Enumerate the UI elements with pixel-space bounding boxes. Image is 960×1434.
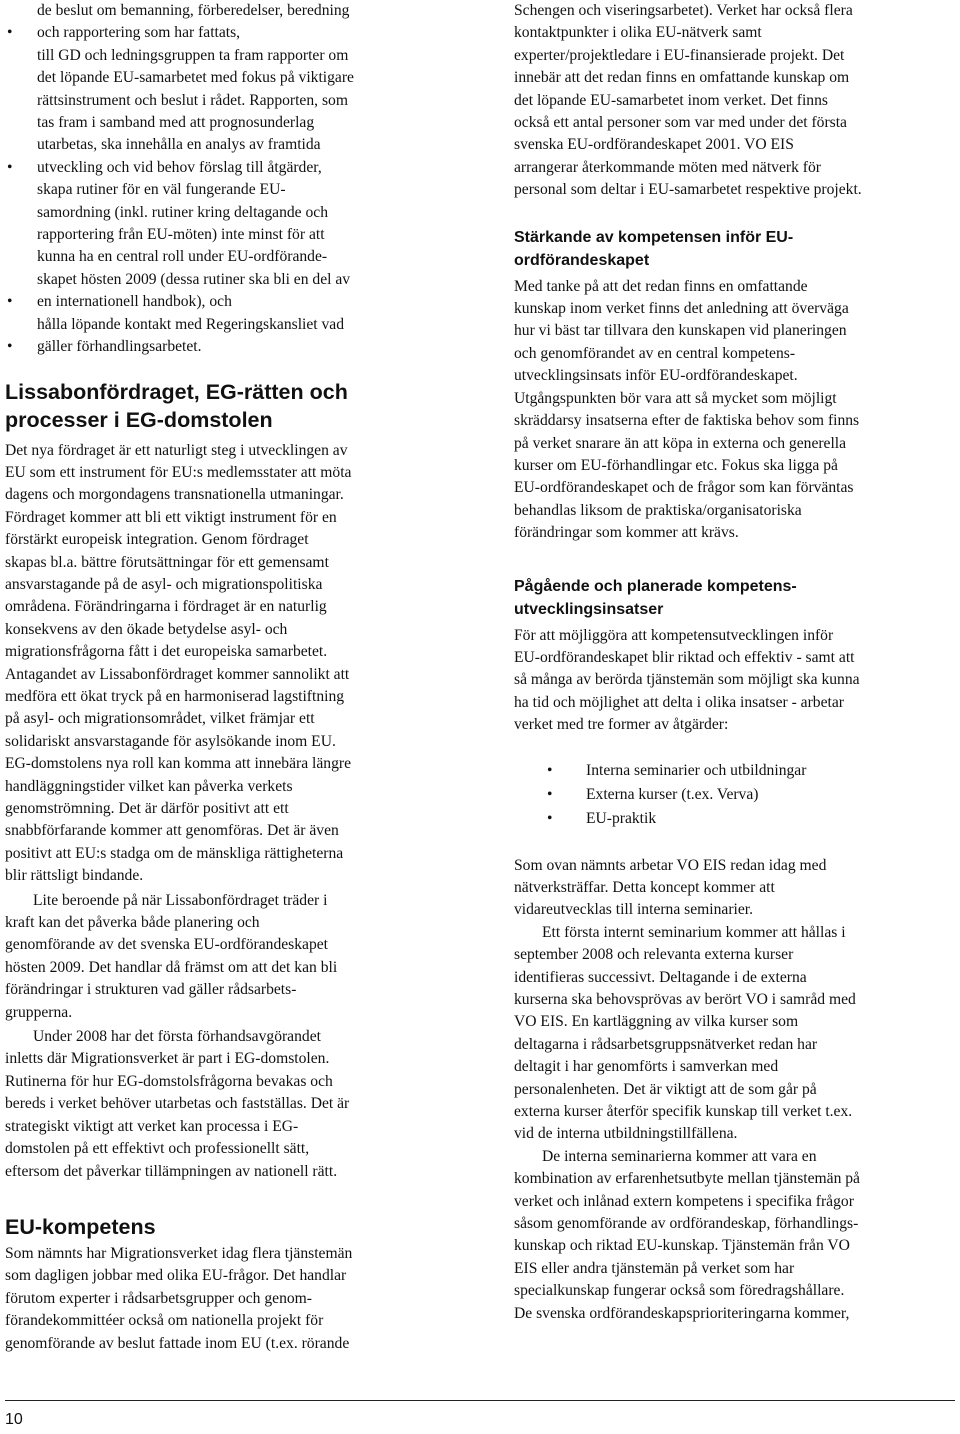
paragraph — [5, 1026, 450, 1183]
heading-line: EU-kompetens — [5, 1214, 156, 1239]
bullet-line: rapportering från EU-möten) inte minst för att — [37, 226, 325, 244]
list-item: • EU-praktik — [514, 807, 954, 831]
text-line: och genomförandet av en central kompetens- — [514, 344, 796, 362]
text-line: verket och inlånad extern kompetens i specifika frågor — [514, 1192, 854, 1210]
text-line: förändringar som kommer att krävs. — [514, 524, 739, 542]
text-line: hur vi bäst tar tillvara den kunskapen vid planeringen — [514, 322, 847, 340]
text-line: De svenska ordförandeskapsprioriteringarna kommer, — [514, 1304, 850, 1322]
bullet-line: utveckling och vid behov förslag till åtgärder, — [37, 158, 322, 176]
text-line: solidariskt ansvarstagande för asylsökande inom EU. — [5, 732, 336, 750]
text-line: För att möjliggöra att kompetensutvecklingen inför — [514, 626, 834, 644]
text-line: Ett första internt seminarium kommer att hållas i — [542, 923, 846, 941]
text-line: personalenheten. Det är viktigt att de som går på — [514, 1080, 817, 1098]
text-line: deltagarna i rådsarbetsgruppsnätverket redan har — [514, 1035, 818, 1053]
text-line: så många av berörda tjänstemän som möjligt ska kunna — [514, 671, 860, 689]
text-line: EU-ordförandeskapet och de frågor som kan förväntas — [514, 479, 854, 497]
right-column — [514, 0, 954, 1325]
text-line: kurser om EU-förhandlingar etc. Fokus ska ligga på — [514, 456, 838, 474]
bullet-line: hålla löpande kontakt med Regeringskansliet vad — [37, 315, 345, 333]
bullet-line: samordning (inkl. rutiner kring deltagande och — [37, 203, 329, 221]
bullet-line: de beslut om bemanning, förberedelser, beredning — [37, 2, 350, 19]
text-line: grupperna. — [5, 1003, 73, 1021]
bullet-line: gäller förhandlingsarbetet. — [37, 338, 202, 356]
section-heading-pagaende — [514, 575, 954, 621]
text-line: blir rättsligt bindande. — [5, 867, 144, 885]
text-line: De interna seminarierna kommer att vara en — [542, 1147, 817, 1165]
section-heading-starkande — [514, 226, 954, 272]
text-line: förändringar i strukturen vad gäller rådsarbets- — [5, 981, 297, 999]
bullet-line: tas fram i samband med att prognosunderlag — [37, 114, 315, 132]
bullet-line: kunna ha en central roll under EU-ordförande- — [37, 248, 328, 266]
bullet-item — [5, 179, 450, 313]
paragraph — [514, 625, 954, 737]
bullet-item — [5, 45, 450, 179]
text-line: kurserna ska behovsprövas av berört VO i samråd med — [514, 991, 856, 1008]
text-line: också ett antal personer som var med under det första — [514, 114, 847, 132]
text-line: Lite beroende på när Lissabonfördraget träder i — [33, 891, 328, 909]
text-line: domstolen på ett effektivt och professionellt sätt, — [5, 1140, 310, 1158]
text-line: Schengen och viseringsarbetet). Verket har också flera — [514, 2, 853, 19]
text-line: såsom genomförande av ordförandeskap, förhandlings- — [514, 1215, 859, 1233]
text-line: inletts där Migrationsverket är part i EG-domstolen. — [5, 1050, 330, 1068]
text-line: som dagligen jobbar med olika EU-frågor. Det handlar — [5, 1267, 347, 1285]
text-line: genomförande av beslut fattade inom EU (t.ex. rörande — [5, 1334, 350, 1352]
bullet-line: skapa rutiner för en väl fungerande EU- — [37, 181, 286, 199]
text-line: Utgångspunkten bör vara att så mycket som möjligt — [514, 389, 837, 407]
text-line: nätverksträffar. Detta koncept kommer att — [514, 878, 775, 896]
text-line: kontaktpunkter i olika EU-nätverk samt — [514, 24, 762, 42]
paragraph — [5, 440, 450, 888]
page-number: 10 — [5, 1411, 23, 1428]
heading-line: Lissabonfördraget, EG-rätten och — [5, 379, 348, 404]
text-line: specialkunskap fungerar också som föredragshållare. — [514, 1282, 845, 1300]
text-line: EU som ett instrument för EU:s medlemsstater att möta — [5, 463, 352, 481]
text-line: experter/projektledare i EU-finansierade projekt. Det — [514, 46, 845, 64]
text-line: kunskap och riktad EU-kunskap. Tjänstemän från VO — [514, 1237, 850, 1255]
paragraph — [5, 1243, 450, 1355]
bullet-line: utarbetas, ska innehålla en analys av framtida — [37, 136, 321, 154]
text-line: utvecklingsinsats inför EU-ordförandeskapet. — [514, 367, 798, 385]
text-line: kraft kan det påverka både planering och — [5, 914, 260, 932]
text-line: ansvarstagande på de asyl- och migrationspolitiska — [5, 575, 323, 593]
text-line: Under 2008 har det första förhandsavgörandet — [33, 1028, 321, 1046]
text-line: VO EIS. En kartläggning av vilka kurser som — [514, 1013, 799, 1031]
text-line: det löpande EU-samarbetet inom verket. Det finns — [514, 91, 828, 109]
section-heading-eu-kompetens — [5, 1213, 450, 1241]
text-line: externa kurser återför specifik kunskap till verket t.ex. — [514, 1103, 853, 1121]
bullet-line: till GD och ledningsgruppen ta fram rapporter om — [37, 46, 349, 64]
text-line: vidareutvecklas till interna seminarier. — [514, 901, 754, 919]
text-line: EIS eller andra tjänstemän på verket som har — [514, 1259, 795, 1277]
bullet-line: skapet hösten 2009 (dessa rutiner ska bli en del av — [37, 270, 351, 288]
bullet-list — [5, 0, 450, 359]
bullet-icon: • — [7, 158, 13, 176]
list-item: • Externa kurser (t.ex. Verva) — [514, 783, 954, 807]
text-line: Som ovan nämnts arbetar VO EIS redan idag med — [514, 856, 827, 874]
text-line: Antagandet av Lissabonfördraget kommer sannolikt att — [5, 665, 350, 683]
text-line: Med tanke på att det redan finns en omfattande — [514, 277, 808, 295]
bullet-item — [5, 314, 450, 359]
text-line: genomförande av det svenska EU-ordförandeskapet — [5, 936, 329, 954]
text-line: EU-ordförandeskapet blir riktad och effektiv - samt att — [514, 648, 855, 666]
text-line: innebär att det redan finns en omfattande kunskap om — [514, 69, 850, 87]
paragraph — [5, 890, 450, 1024]
heading-line: Pågående och planerade kompetens- — [514, 577, 797, 595]
text-line: dagens och morgondagens transnationella utmaningar. — [5, 486, 344, 504]
text-line: hösten 2009. Det handlar då främst om att det kan bli — [5, 958, 338, 976]
paragraph — [514, 276, 954, 545]
text-line: på asyl- och migrationsområdet, vilket främjar ett — [5, 710, 315, 728]
text-line: deltagit i har genomförts i samverkan med — [514, 1058, 779, 1076]
text-line: Fördraget kommer att bli ett viktigt instrument för en — [5, 508, 337, 526]
paragraph — [514, 922, 954, 1146]
text-line: snabbförfarande kommer att genomföras. Det är även — [5, 822, 339, 840]
text-line: på verket snarare än att köpa in externa och generella — [514, 434, 847, 452]
text-line: Det nya fördraget är ett naturligt steg i utvecklingen av — [5, 441, 348, 459]
footer-rule — [5, 1400, 955, 1401]
text-line: ha tid och möjlighet att delta i olika insatser - arbetar — [514, 693, 844, 711]
text-line: kunskap inom verket finns det anledning att överväga — [514, 300, 849, 318]
bullet-icon: • — [7, 337, 13, 355]
text-line: EG-domstolens nya roll kan komma att innebära längre — [5, 755, 351, 773]
paragraph — [514, 1146, 954, 1325]
bullet-line: och rapportering som har fattats, — [37, 24, 241, 42]
text-line: migrationsfrågorna fått i det europeiska samarbetet. — [5, 643, 328, 661]
text-line: september 2008 och relevanta externa kurser — [514, 946, 794, 964]
text-line: områdena. Förändringarna i fördraget är en naturlig — [5, 598, 327, 616]
text-line: förandekommittéer också om nationella projekt för — [5, 1312, 324, 1330]
text-line: medföra ett ökat tryck på en harmoniserad lagstiftning — [5, 687, 345, 705]
heading-line: utvecklingsinsatser — [514, 600, 664, 618]
text-line: förstärkt europeisk integration. Genom fördraget — [5, 531, 309, 549]
paragraph — [514, 0, 954, 202]
text-line: svenska EU-ordförandeskapet 2001. VO EIS — [514, 136, 794, 154]
section-heading-lissabon — [5, 378, 450, 434]
bullet-item — [5, 0, 450, 45]
text-line: personal som deltar i EU-samarbetet respektive projekt. — [514, 181, 862, 199]
text-line: arrangerar återkommande möten med nätverk för — [514, 158, 821, 176]
text-line: skapas bl.a. bättre förutsättningar för ett gemensamt — [5, 553, 329, 571]
list-item: • Interna seminarier och utbildningar — [514, 759, 954, 783]
text-line: Rutinerna för hur EG-domstolsfrågorna bevakas och — [5, 1072, 333, 1090]
bullet-line: rättsinstrument och beslut i rådet. Rapporten, som — [37, 91, 348, 109]
left-column — [5, 0, 450, 1355]
bullet-line: en internationell handbok), och — [37, 293, 232, 311]
bullet-icon: • — [7, 293, 13, 311]
text-line: verket med tre former av åtgärder: — [514, 716, 729, 734]
text-line: handläggningstider vilket kan påverka verkets — [5, 777, 293, 795]
paragraph — [514, 855, 954, 922]
text-line: identifieras successivt. Deltagande i de externa — [514, 968, 807, 986]
heading-line: Stärkande av kompetensen inför EU- — [514, 228, 794, 246]
bullet-line: det löpande EU-samarbetet med fokus på viktigare — [37, 69, 354, 87]
text-line: konsekvens av den ökade betydelse asyl- och — [5, 620, 288, 638]
bullet-icon: • — [7, 24, 13, 41]
heading-line: ordförandeskapet — [514, 251, 650, 269]
text-line: strategiskt viktigt att verket kan processa i EG- — [5, 1117, 299, 1135]
text-line: bereds i verket behöver utarbetas och fastställas. Det är — [5, 1095, 350, 1113]
text-line: Som nämnts har Migrationsverket idag flera tjänstemän — [5, 1244, 353, 1262]
text-line: förutom experter i rådsarbetsgrupper och genom- — [5, 1289, 312, 1307]
text-line: skräddarsy insatserna efter de faktiska behov som finns — [514, 412, 860, 430]
measure-list — [514, 759, 954, 831]
text-line: positivt att EU:s stadga om de mänskliga rättigheterna — [5, 844, 344, 862]
heading-line: processer i EG-domstolen — [5, 407, 273, 432]
text-line: genomströmning. Det är därför positivt att ett — [5, 800, 289, 817]
text-line: behandlas liksom de praktiska/organisatoriska — [514, 501, 802, 519]
text-line: vid de interna utbildningstillfällena. — [514, 1125, 738, 1143]
text-line: eftersom det påverkar tillämpningen av nationell rätt. — [5, 1162, 338, 1180]
text-line: kombination av erfarenhetsutbyte mellan tjänstemän på — [514, 1170, 860, 1188]
